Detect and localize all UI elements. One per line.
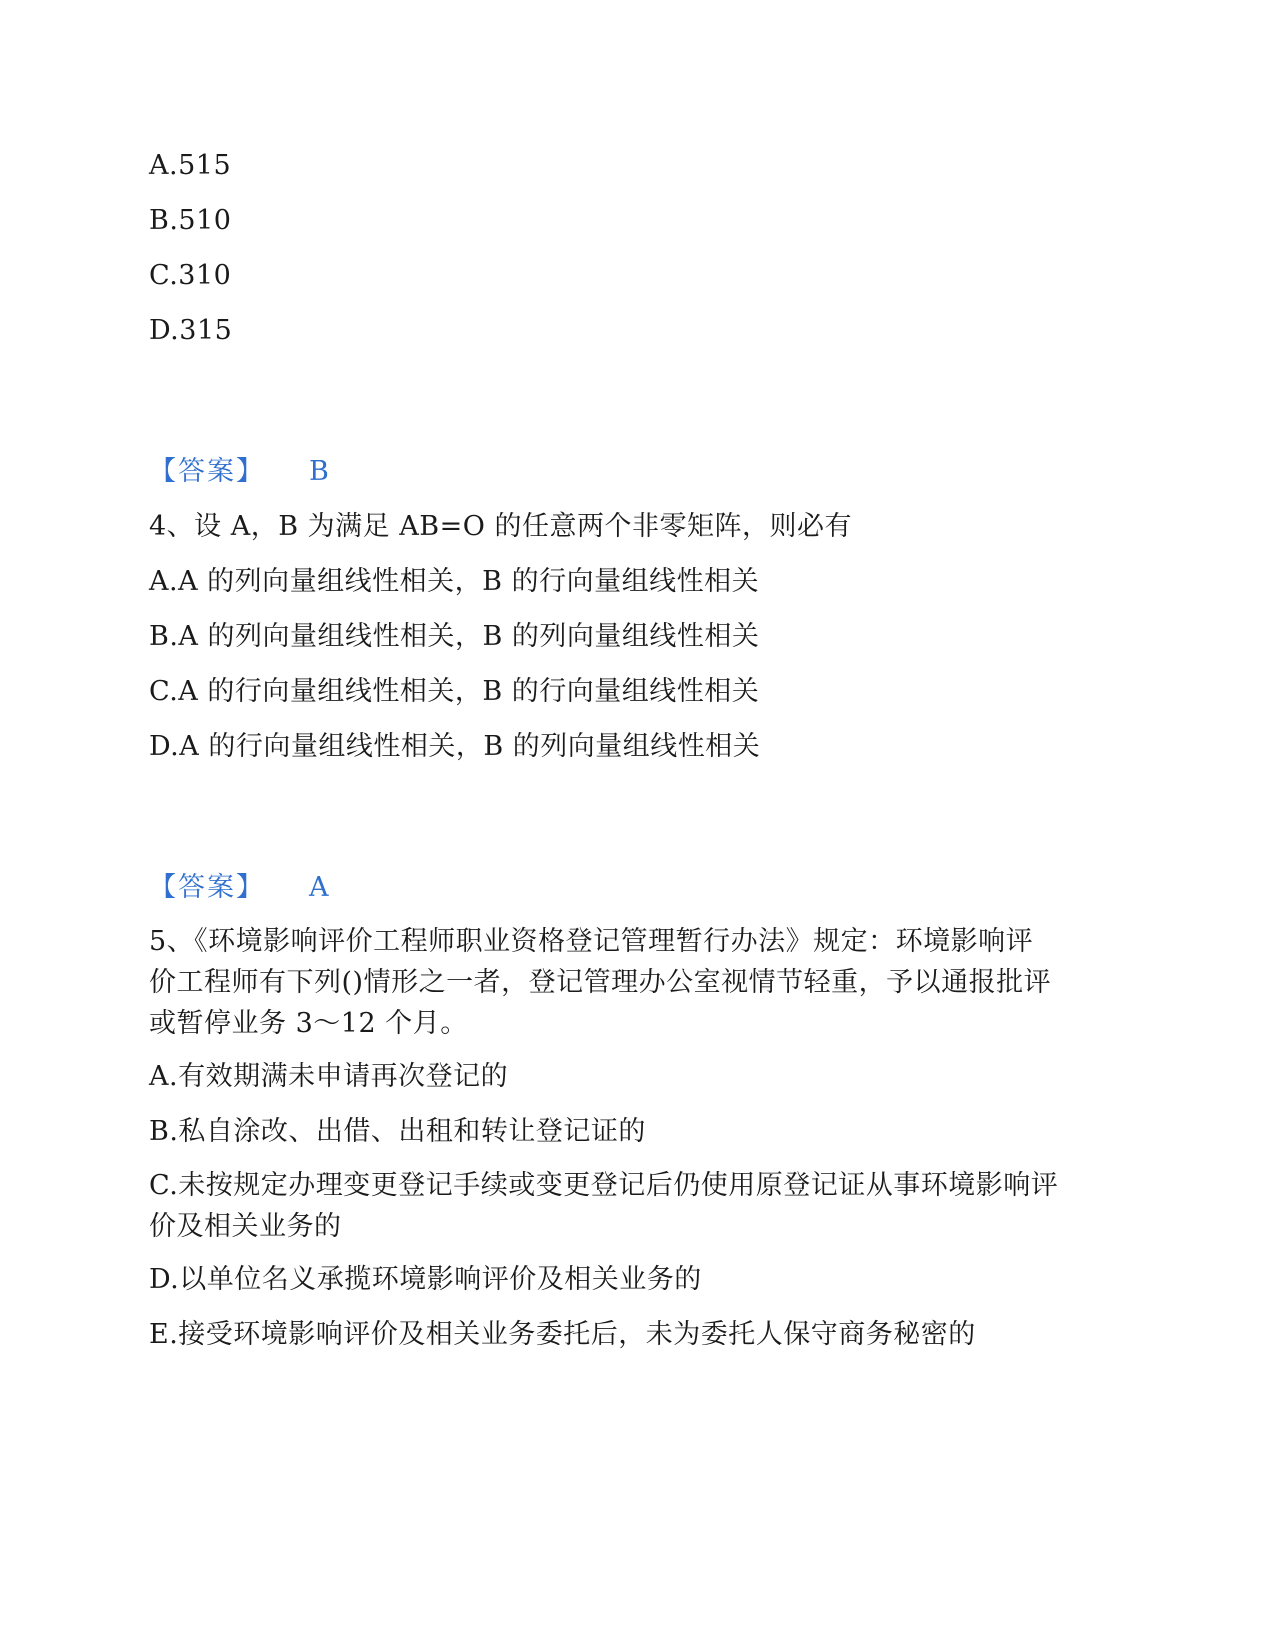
q5-option-d: D.以单位名义承揽环境影响评价及相关业务的 bbox=[149, 1264, 702, 1295]
q5-option-e: E.接受环境影响评价及相关业务委托后，未为委托人保守商务秘密的 bbox=[149, 1319, 976, 1350]
q5-option-c-line-2: 价及相关业务的 bbox=[149, 1211, 342, 1242]
q4-option-c: C.A 的行向量组线性相关，B 的行向量组线性相关 bbox=[149, 676, 760, 707]
q3-answer-label: 【答案】 bbox=[149, 456, 265, 487]
q3-option-d: D.315 bbox=[149, 315, 233, 346]
q3-option-b: B.510 bbox=[149, 205, 232, 236]
q5-option-b: B.私自涂改、出借、出租和转让登记证的 bbox=[149, 1116, 646, 1147]
q4-option-a: A.A 的列向量组线性相关，B 的行向量组线性相关 bbox=[149, 566, 760, 597]
q4-answer bbox=[149, 868, 329, 908]
q4-answer-value: A bbox=[309, 872, 329, 903]
q4-option-d: D.A 的行向量组线性相关，B 的列向量组线性相关 bbox=[149, 731, 761, 762]
q4-question: 4、设 A，B 为满足 AB=O 的任意两个非零矩阵，则必有 bbox=[149, 511, 852, 542]
q5-option-c-line-1: C.未按规定办理变更登记手续或变更登记后仍使用原登记证从事环境影响评 bbox=[149, 1170, 1059, 1201]
q4-option-b: B.A 的列向量组线性相关，B 的列向量组线性相关 bbox=[149, 621, 760, 652]
q5-option-a: A.有效期满未申请再次登记的 bbox=[149, 1061, 509, 1092]
q5-question-line-1: 5、《环境影响评价工程师职业资格登记管理暂行办法》规定：环境影响评 bbox=[149, 926, 1034, 957]
q3-answer bbox=[149, 452, 329, 492]
q5-question-line-2: 价工程师有下列()情形之一者，登记管理办公室视情节轻重，予以通报批评 bbox=[149, 967, 1052, 998]
q3-option-c: C.310 bbox=[149, 260, 232, 291]
q4-answer-label: 【答案】 bbox=[149, 872, 265, 903]
q5-question-line-3: 或暂停业务 3～12 个月。 bbox=[149, 1008, 468, 1039]
q3-option-a: A.515 bbox=[149, 150, 232, 181]
q3-answer-value: B bbox=[309, 456, 329, 487]
